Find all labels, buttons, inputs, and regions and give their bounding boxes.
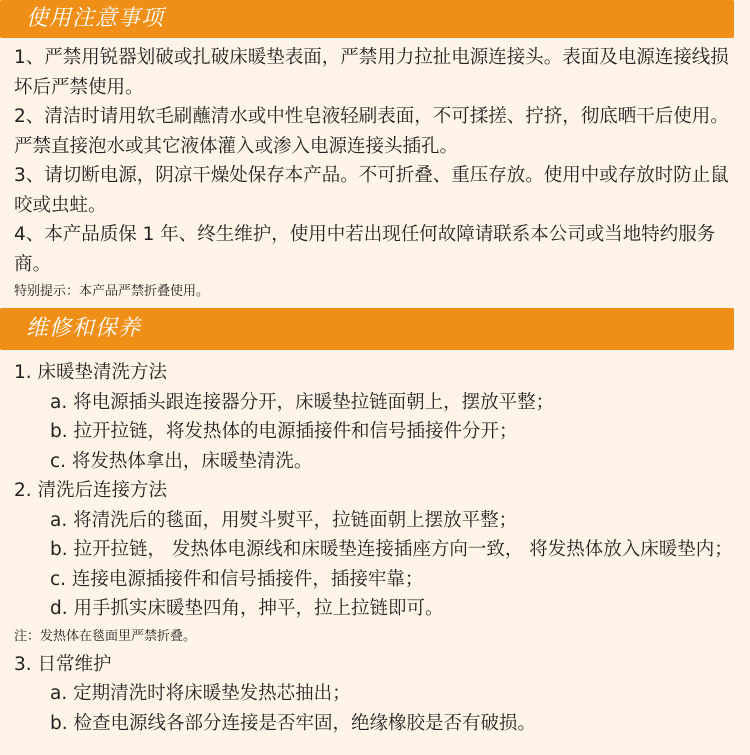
reconnect-step-d: d. 用手抓实床暖垫四角，抻平，拉上拉链即可。 <box>50 598 444 619</box>
cleaning-step-b: b. 拉开拉链，将发热体的电源插接件和信号插接件分开； <box>50 421 518 442</box>
maintenance-banner <box>0 308 734 350</box>
usage-notes-section <box>14 43 736 305</box>
note-item-4: 4、本产品质保 1 年、终生维护，使用中若出现任何故障请联系本公司或当地特约服务商。 <box>14 224 716 275</box>
reconnect-step-c: c. 连接电源插接件和信号插接件，插接牢靠； <box>50 568 424 590</box>
cleaning-step-a: a. 将电源插头跟连接器分开，床暖垫拉链面朝上，摆放平整； <box>50 391 555 413</box>
cleaning-method-heading: 1. 床暖垫清洗方法 <box>14 362 168 383</box>
reconnect-step-b: b. 拉开拉链， 发热体电源线和床暖垫连接插座方向一致， 将发热体放入床暖垫内； <box>50 539 733 560</box>
usage-notes-banner <box>0 0 734 38</box>
reconnect-method-heading: 2. 清洗后连接方法 <box>14 480 168 501</box>
special-tip: 特别提示：本产品严禁折叠使用。 <box>14 284 210 299</box>
usage-notes-title: 使用注意事项 <box>26 6 165 31</box>
reconnect-step-a: a. 将清洗后的毯面，用熨斗熨平，拉链面朝上摆放平整； <box>50 509 518 531</box>
note-item-1: 1、严禁用锐器划破或扎破床暖垫表面，严禁用力拉扯电源连接头。表面及电源连接线损坏后严禁使用。 <box>14 47 729 98</box>
folding-note: 注：发热体在毯面里严禁折叠。 <box>14 628 197 644</box>
note-item-3: 3、请切断电源，阴凉干燥处保存本产品。不可折叠、重压存放。使用中或存放时防止鼠咬或虫蛀。 <box>14 165 729 216</box>
note-item-2: 2、清洁时请用软毛刷蘸清水或中性皂液轻刷表面，不可揉搓、拧挤，彻底晒干后使用。严禁直接泡水或其它液体灌入或渗入电源连接头插孔。 <box>14 106 729 157</box>
maintenance-title: 维修和保养 <box>26 316 142 341</box>
daily-maintenance-heading: 3. 日常维护 <box>14 653 112 675</box>
daily-step-b: b. 检查电源线各部分连接是否牢固，绝缘橡胶是否有破损。 <box>50 712 537 734</box>
maintenance-section <box>14 358 736 738</box>
cleaning-step-c: c. 将发热体拿出，床暖垫清洗。 <box>50 450 313 472</box>
daily-step-a: a. 定期清洗时将床暖垫发热芯抽出； <box>50 683 351 704</box>
